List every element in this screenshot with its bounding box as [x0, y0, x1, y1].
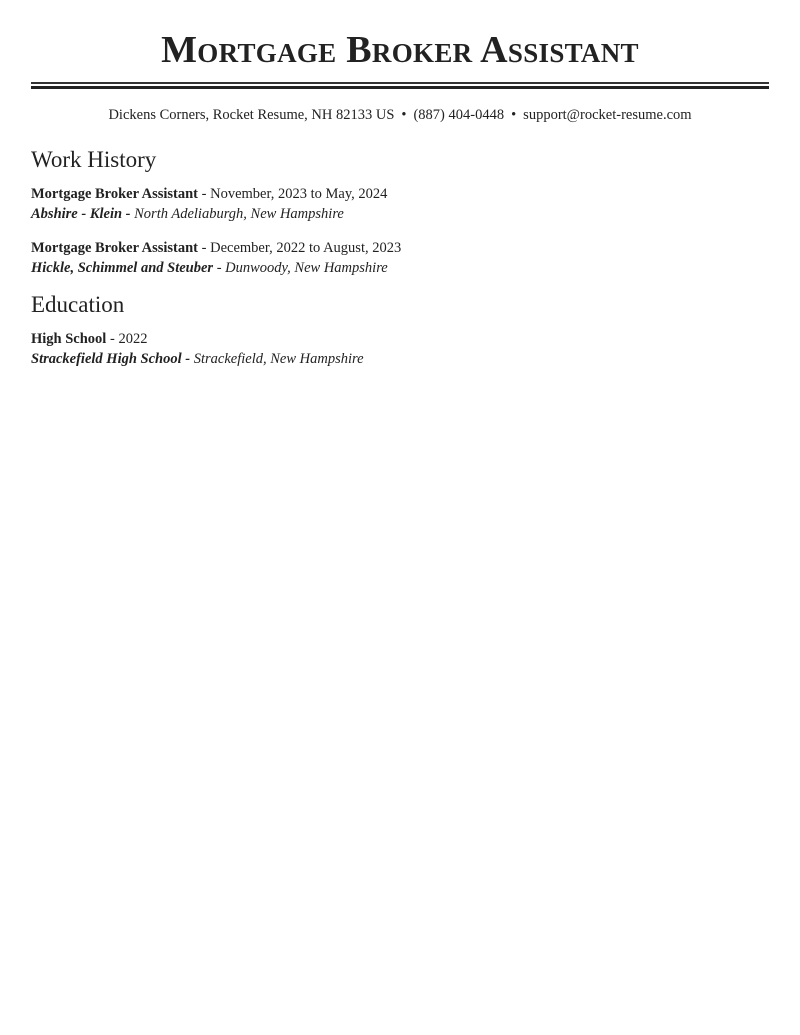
dash-separator: - [106, 331, 119, 347]
work-entry [31, 238, 769, 278]
education-entry-header [31, 329, 769, 349]
job-dates: December, 2022 to August, 2023 [210, 240, 402, 256]
contact-separator: • [401, 107, 407, 123]
education-entry-school [31, 349, 769, 369]
contact-line [31, 106, 769, 124]
work-history-heading: Work History [31, 147, 157, 172]
education-heading: Education [31, 292, 125, 317]
job-location: North Adeliaburgh, New Hampshire [134, 206, 344, 222]
resume-page [31, 0, 769, 369]
contact-address: Dickens Corners, Rocket Resume, NH 82133 US [108, 107, 395, 123]
education-entry [31, 329, 769, 369]
dash-separator: - [181, 351, 194, 367]
job-dates: November, 2023 to May, 2024 [210, 186, 388, 202]
dash-separator: - [213, 260, 226, 276]
header-divider [31, 82, 769, 89]
work-entry-employer [31, 258, 769, 278]
job-location: Dunwoody, New Hampshire [225, 260, 388, 276]
work-entry-header [31, 238, 769, 258]
company-name: Abshire - Klein [31, 206, 123, 222]
dash-separator: - [122, 206, 135, 222]
graduation-year: 2022 [118, 331, 148, 347]
dash-separator: - [198, 186, 211, 202]
work-entry [31, 184, 769, 224]
degree: High School [31, 331, 107, 347]
company-name: Hickle, Schimmel and Steuber [31, 260, 214, 276]
contact-separator: • [511, 107, 517, 123]
contact-phone: (887) 404-0448 [413, 107, 505, 123]
school-location: Strackefield, New Hampshire [193, 351, 364, 367]
dash-separator: - [198, 240, 211, 256]
contact-email: support@rocket-resume.com [523, 107, 692, 123]
resume-title: Mortgage Broker Assistant [161, 29, 639, 71]
school-name: Strackefield High School [31, 351, 182, 367]
job-title: Mortgage Broker Assistant [31, 240, 199, 256]
work-entry-header [31, 184, 769, 204]
work-entry-employer [31, 204, 769, 224]
job-title: Mortgage Broker Assistant [31, 186, 199, 202]
